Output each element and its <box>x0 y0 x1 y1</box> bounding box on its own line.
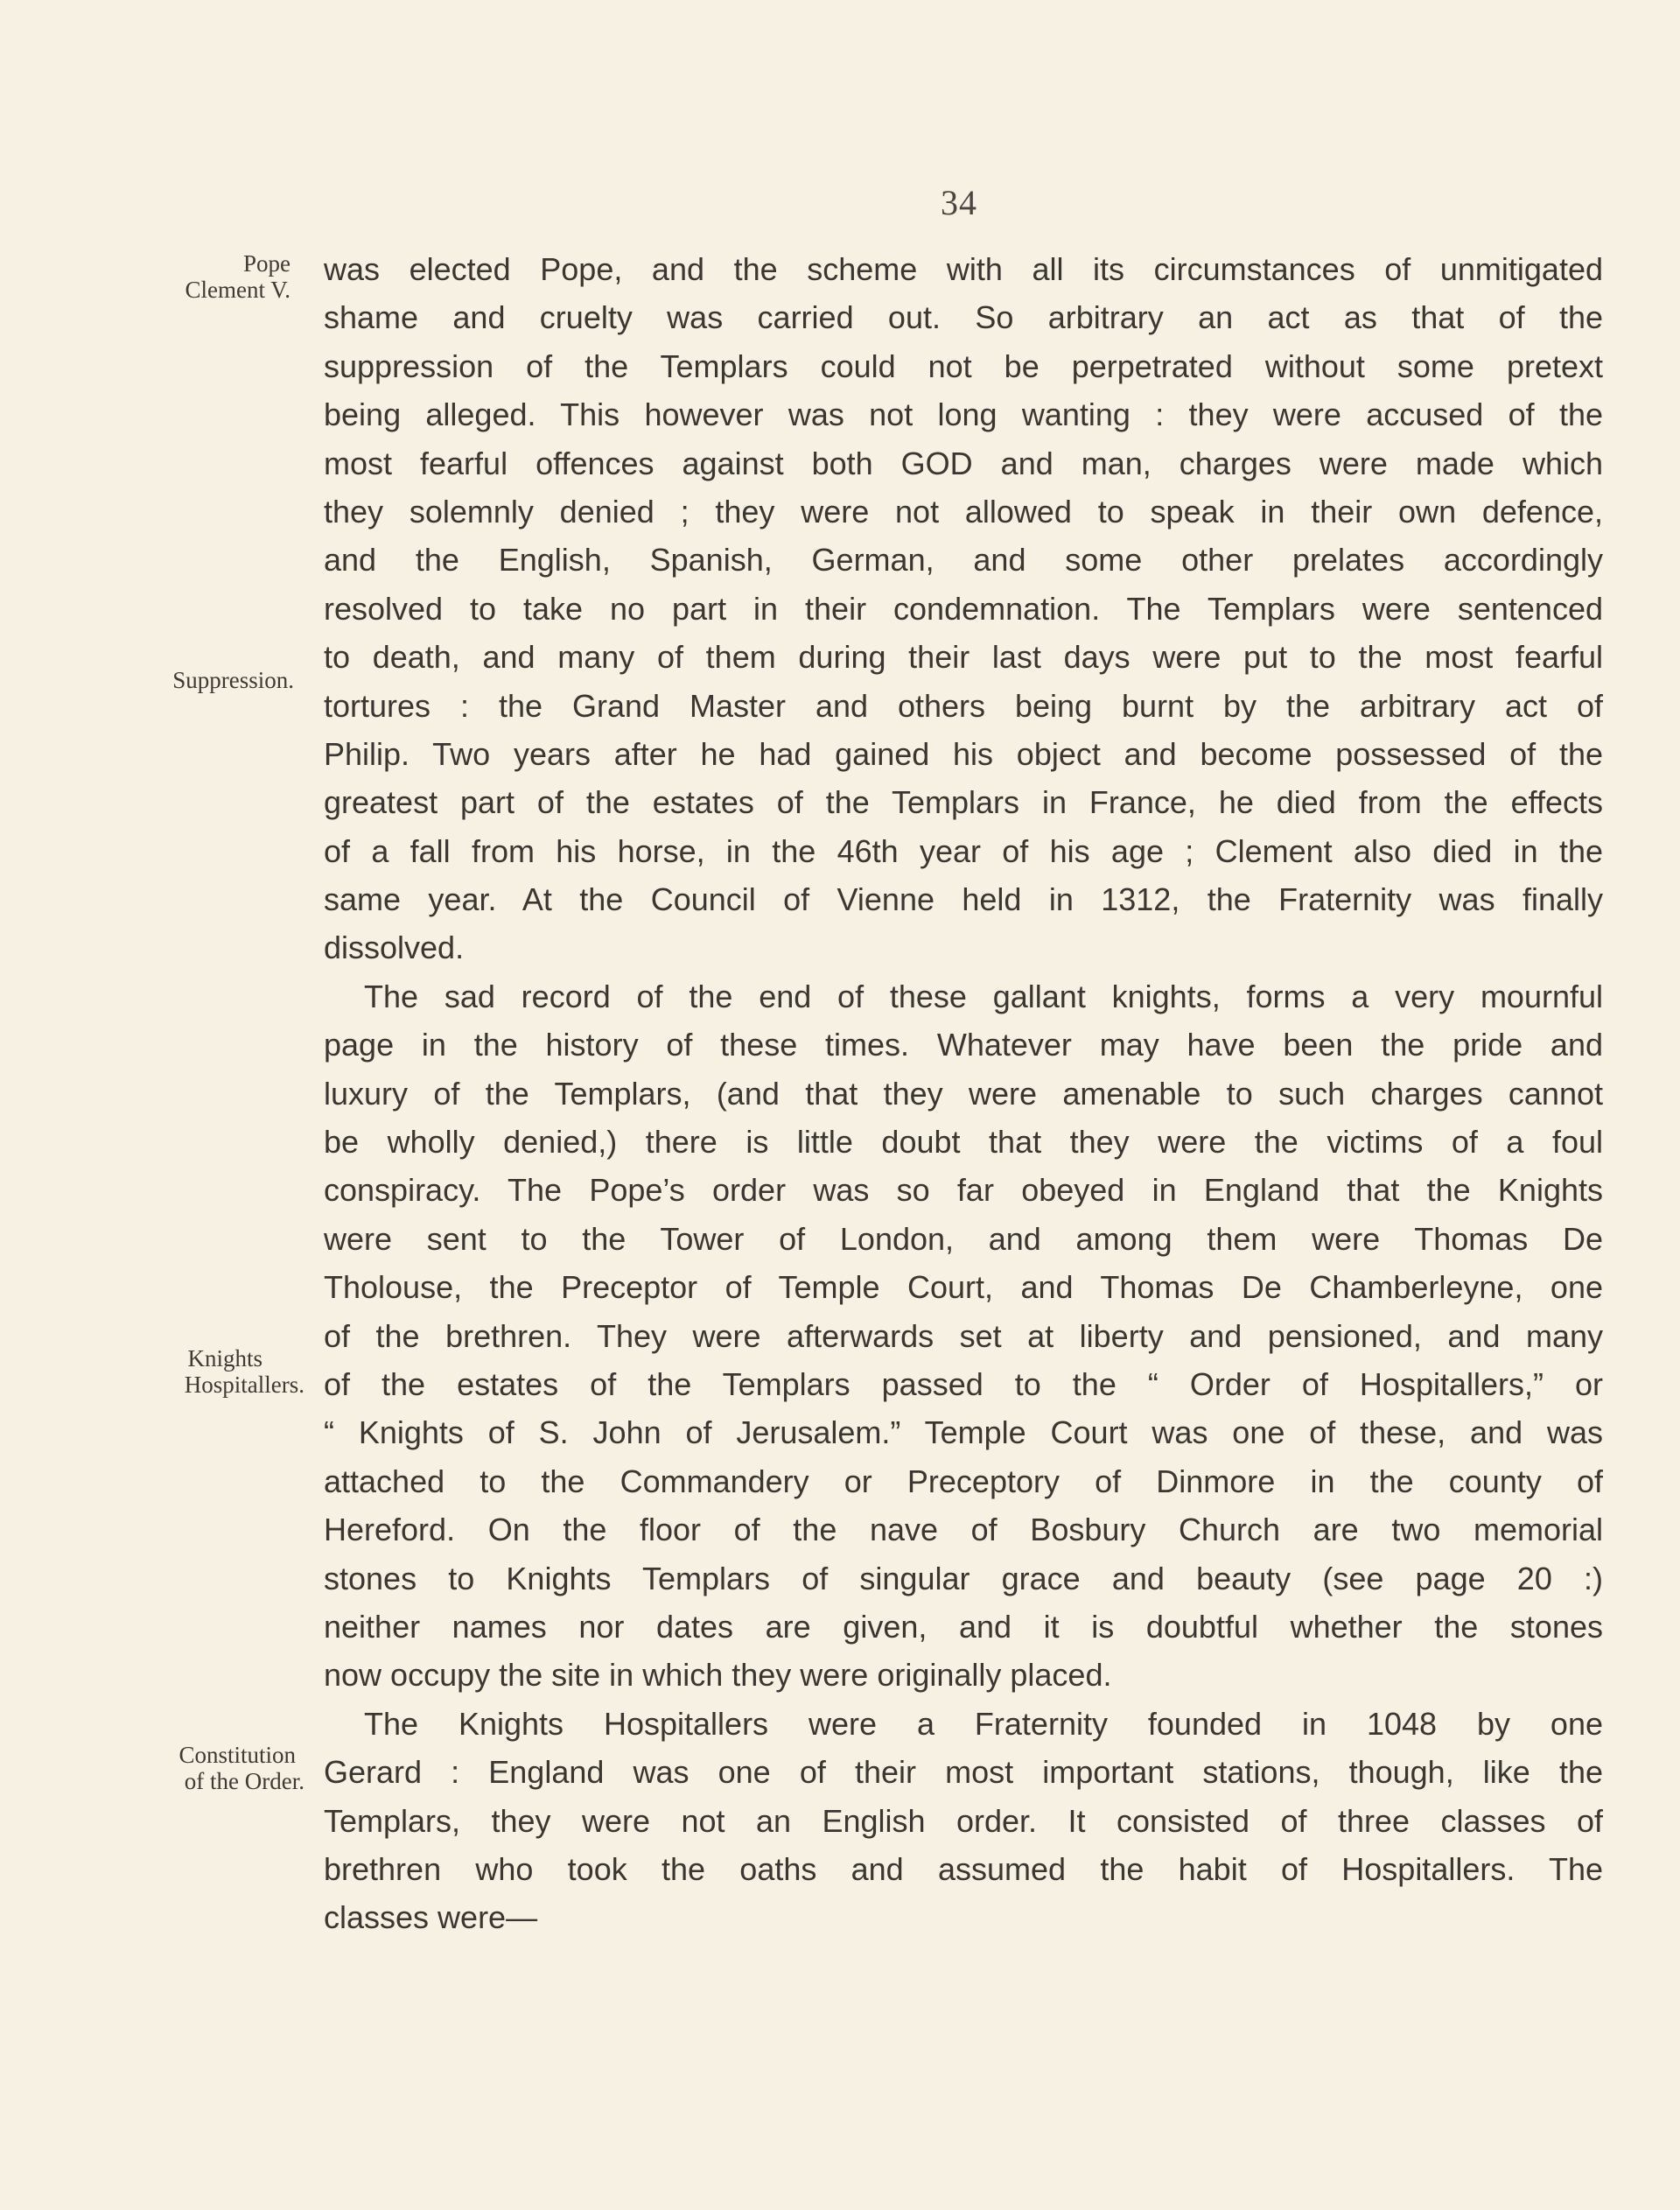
text-line: be wholly denied,) there is little doubt that they were the victims of a foul <box>324 1124 1603 1161</box>
margin-note-line: Suppression. <box>172 667 294 693</box>
text-line: Templars, they were not an English order. It consisted of three classes of <box>324 1802 1603 1839</box>
text-line: shame and cruelty was carried out. So arbitrary an act as that of the <box>324 299 1603 336</box>
text-line: tortures : the Grand Master and others being burnt by the arbitrary act of <box>324 687 1603 724</box>
text-line: were sent to the Tower of London, and among them were Thomas De <box>324 1220 1603 1257</box>
text-line: and the English, Spanish, German, and some other prelates accordingly <box>324 542 1603 579</box>
margin-note-constitution <box>178 1742 304 1794</box>
margin-note-line: Hospitallers. <box>184 1372 304 1398</box>
page-number: 34 <box>941 183 977 222</box>
text-line: they solemnly denied ; they were not allowed to speak in their own defence, <box>324 493 1603 530</box>
text-line: was elected Pope, and the scheme with all its circumstances of unmitigated <box>324 251 1603 287</box>
text-line: page in the history of these times. Whatever may have been the pride and <box>324 1027 1603 1063</box>
margin-note-line: Knights <box>187 1345 262 1372</box>
text-line: Tholouse, the Preceptor of Temple Court, and Thomas De Chamberleyne, one <box>324 1269 1603 1306</box>
text-line: to death, and many of them during their last days were put to the most fearful <box>324 639 1603 676</box>
text-line: Philip. Two years after he had gained his object and become possessed of the <box>324 735 1603 772</box>
paragraph-start-line: The Knights Hospitallers were a Fraternity founded in 1048 by one <box>364 1705 1603 1742</box>
text-line: of a fall from his horse, in the 46th year of his age ; Clement also died in the <box>324 832 1603 869</box>
text-line: stones to Knights Templars of singular grace and beauty (see page 20 :) <box>324 1560 1603 1596</box>
text-line: Gerard : England was one of their most important stations, though, like the <box>324 1754 1603 1791</box>
text-line: greatest part of the estates of the Templars in France, he died from the effects <box>324 784 1603 821</box>
text-line: now occupy the site in which they were originally placed. <box>324 1657 1112 1694</box>
text-line: attached to the Commandery or Preceptory of Dinmore in the county of <box>324 1463 1603 1499</box>
text-line: brethren who took the oaths and assumed the habit of Hospitallers. The <box>324 1850 1603 1887</box>
text-line: dissolved. <box>324 930 465 966</box>
body-text <box>324 245 1603 1942</box>
paragraph-start-line: The sad record of the end of these gallant knights, forms a very mournful <box>364 978 1603 1014</box>
margin-note-line: Constitution <box>178 1742 296 1768</box>
text-line: same year. At the Council of Vienne held in 1312, the Fraternity was finally <box>324 881 1603 918</box>
margin-note-suppression <box>172 667 294 693</box>
margin-note-pope-clement <box>185 250 290 303</box>
margin-note-line: Pope <box>243 250 290 277</box>
text-line: resolved to take no part in their condemnation. The Templars were sentenced <box>324 590 1603 627</box>
text-line: of the estates of the Templars passed to the “ Order of Hospitallers,” or <box>324 1365 1603 1402</box>
margin-note-line: Clement V. <box>185 277 290 303</box>
text-line: suppression of the Templars could not be perpetrated without some pretext <box>324 347 1603 384</box>
text-line: neither names nor dates are given, and it is doubtful whether the stones <box>324 1608 1603 1645</box>
text-line: of the brethren. They were afterwards set at liberty and pensioned, and many <box>324 1317 1603 1354</box>
text-line: most fearful offences against both GOD and man, charges were made which <box>324 445 1603 481</box>
text-line: “ Knights of S. John of Jerusalem.” Temple Court was one of these, and was <box>324 1414 1603 1451</box>
margin-note-knights-hospitallers <box>185 1345 304 1398</box>
text-line: Hereford. On the floor of the nave of Bosbury Church are two memorial <box>324 1512 1603 1548</box>
text-line: luxury of the Templars, (and that they were amenable to such charges cannot <box>324 1075 1603 1112</box>
text-line: being alleged. This however was not long wanting : they were accused of the <box>324 396 1603 433</box>
margin-note-line: of the Order. <box>184 1768 304 1794</box>
text-line: classes were— <box>324 1899 538 1936</box>
text-line: conspiracy. The Pope’s order was so far obeyed in England that the Knights <box>324 1172 1603 1209</box>
